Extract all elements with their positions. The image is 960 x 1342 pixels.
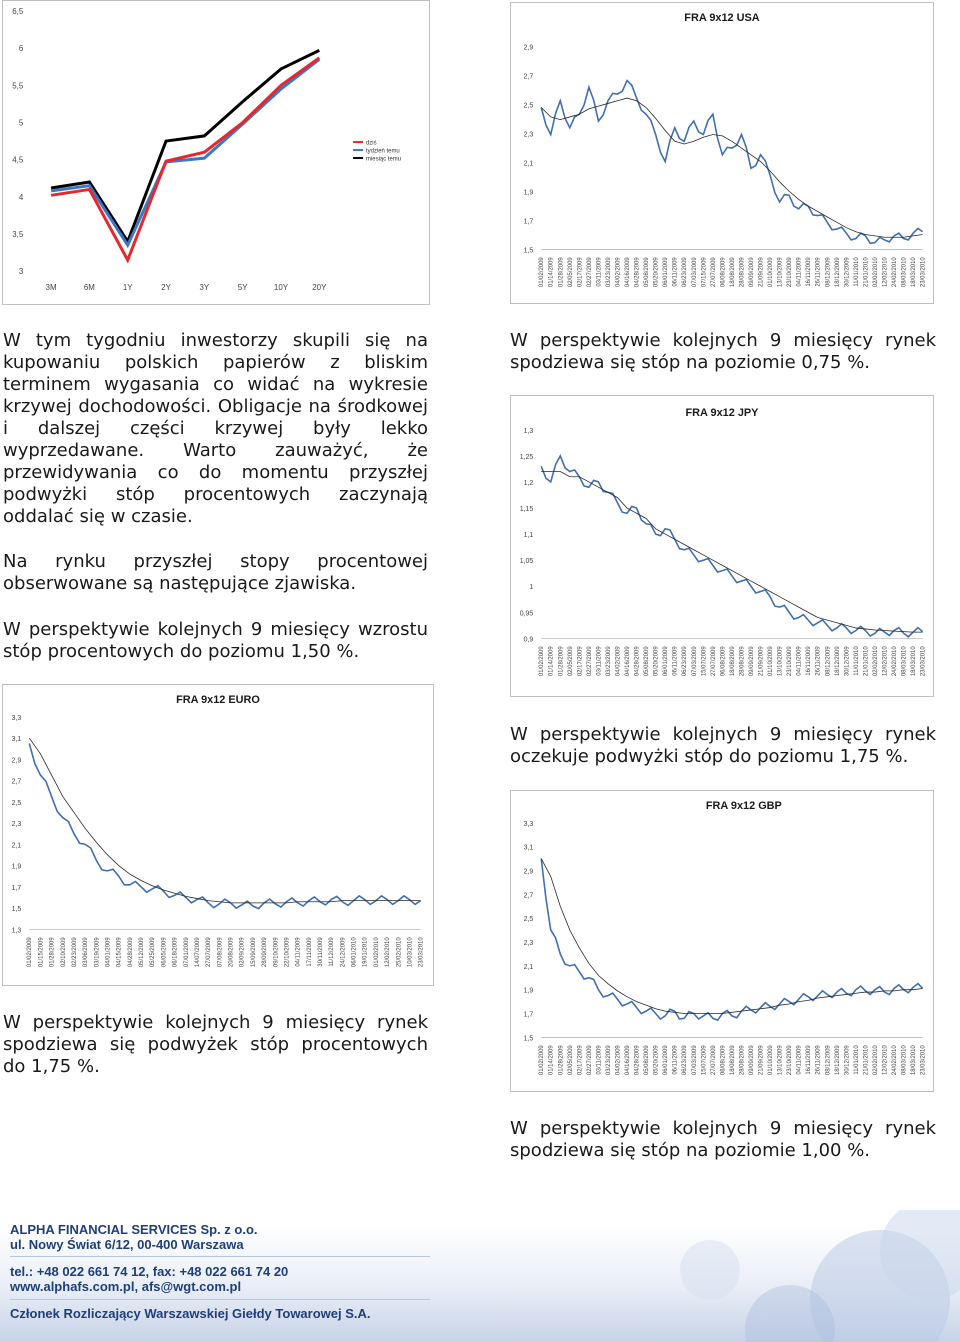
y-tick-label: 1,5: [523, 247, 534, 255]
x-tick-label: 07/03/2009: [691, 646, 698, 677]
x-tick-label: 03/11/2009: [596, 646, 603, 676]
x-tick-label: 08/03/2010: [901, 1045, 908, 1076]
x-tick-label: 04/16/2009: [625, 1045, 632, 1076]
x-tick-label: 22/10/2009: [284, 937, 291, 968]
x-tick-label: 07/15/2009: [701, 257, 708, 288]
x-tick-label: 02/17/2009: [577, 257, 584, 288]
y-tick-label: 1,9: [523, 189, 534, 197]
x-tick-label: 01/10/2009: [768, 646, 775, 677]
x-tick-label: 08/12/2009: [825, 646, 832, 677]
x-tick-label: 28/08/2009: [739, 1045, 746, 1076]
x-tick-label: 09/09/2009: [748, 257, 755, 288]
x-tick-label: 18/08/2009: [729, 646, 736, 677]
x-tick-label: 18/12/2009: [834, 1045, 841, 1076]
x-tick-label: 11/12/2009: [329, 937, 336, 967]
x-tick-label: 06/23/2009: [682, 1045, 689, 1076]
x-tick-label: 16/11/2009: [806, 646, 813, 676]
x-tick-label: 06/11/2009: [672, 1045, 679, 1075]
fra-trend-line: [29, 738, 420, 903]
x-tick-label: 04/28/2009: [634, 1045, 641, 1076]
y-tick-label: 6: [18, 44, 24, 54]
x-tick-label: 01/02/2010: [373, 937, 380, 968]
x-tick-label: 28/09/2009: [262, 937, 269, 968]
x-tick-label: 01/10/2009: [768, 1045, 775, 1076]
x-tick-label: 12/02/2010: [882, 646, 889, 677]
fra-euro-svg: [3, 685, 433, 985]
x-tick-label: 01/28/2009: [558, 646, 565, 677]
y-tick-label: 3,1: [11, 736, 22, 744]
x-tick-label: 10/03/2010: [407, 937, 414, 968]
y-tick-label: 3,1: [523, 844, 534, 852]
fra-rate-line: [541, 859, 922, 1021]
y-tick-label: 3,5: [12, 230, 24, 240]
x-tick-label: 03/23/2009: [605, 1045, 612, 1076]
y-tick-label: 2,9: [523, 44, 534, 52]
usa-forecast-paragraph: W perspektywie kolejnych 9 miesięcy rynek spodziewa się stóp na poziomie 0,75 %.: [510, 330, 936, 373]
x-tick-label: 03/19/2009: [94, 937, 101, 968]
y-tick-label: 2,7: [523, 73, 534, 81]
y-tick-label: 2,5: [523, 916, 534, 924]
x-tick-label: 18/12/2009: [834, 646, 841, 677]
x-tick-label: 04/28/2009: [127, 937, 134, 968]
x-tick-label: 02/23/2009: [71, 937, 78, 968]
y-tick-label: 2,3: [523, 939, 534, 947]
footer-membership: Członek Rozliczający Warszawskiej Giełdy Towarowej S.A.: [10, 1306, 371, 1321]
x-tick-label: 27/07/2009: [710, 257, 717, 288]
x-tick-label: 07/01/2009: [183, 937, 190, 968]
x-tick-label: 18/08/2009: [729, 257, 736, 288]
x-tick-label: 13/10/2009: [777, 257, 784, 288]
x-tick-label: 01/02/2009: [27, 937, 34, 968]
x-tick-label: 24/02/2010: [892, 1045, 899, 1076]
footer-phone: tel.: +48 022 661 74 12, fax: +48 022 661 74 20: [10, 1264, 289, 1279]
x-tick-label: 06/18/2009: [172, 937, 179, 968]
y-tick-label: 1,25: [519, 453, 534, 461]
x-tick-label: 04/28/2009: [634, 646, 641, 677]
x-tick-label: 30/12/2009: [844, 1045, 851, 1076]
x-tick-label: 01/14/2009: [548, 1045, 555, 1076]
x-tick-label: 30/12/2009: [844, 257, 851, 288]
y-tick-label: 2,7: [11, 778, 22, 786]
x-tick-label: 01/28/2009: [558, 1045, 565, 1076]
x-tick-label: 08/12/2009: [825, 257, 832, 288]
x-tick-label: 11/01/2010: [853, 646, 860, 676]
x-tick-label: 24/02/2010: [892, 257, 899, 288]
y-tick-label: 2,3: [11, 821, 22, 829]
legend-label: tydzień temu: [366, 148, 400, 155]
fra-jpy-svg: [511, 396, 933, 696]
x-tick-label: 04/11/2009: [796, 646, 803, 676]
x-tick-label: 25/02/2010: [396, 937, 403, 968]
x-tick-label: 23/10/2009: [787, 1045, 794, 1076]
x-tick-label: 03/23/2009: [605, 646, 612, 677]
x-tick-label: 12/02/2010: [882, 1045, 889, 1076]
footer: [0, 1210, 960, 1342]
x-tick-label: 18/03/2010: [911, 1045, 918, 1076]
x-tick-label: 23/03/2010: [920, 257, 927, 288]
x-tick-label: 17/11/2009: [306, 937, 313, 967]
y-tick-label: 1,5: [11, 906, 22, 914]
x-tick-label: 13/10/2009: [777, 646, 784, 677]
chart-title: FRA 9x12 USA: [684, 11, 760, 24]
x-tick-label: 08/12/2009: [825, 1045, 832, 1076]
x-tick-label: 26/11/2009: [815, 1045, 822, 1075]
y-tick-label: 0,95: [519, 610, 534, 618]
x-tick-label: 10Y: [273, 283, 289, 293]
x-tick-label: 04/02/2009: [615, 1045, 622, 1076]
x-tick-label: 04/28/2009: [634, 257, 641, 288]
x-tick-label: 16/11/2009: [806, 1045, 813, 1075]
euro-forecast-paragraph: W perspektywie kolejnych 9 miesięcy rynek spodziewa się podwyżek stóp procentowych do 1,75 %.: [3, 1012, 428, 1077]
x-tick-label: 06/08/2009: [720, 1045, 727, 1076]
x-tick-label: 02/27/2009: [586, 257, 593, 288]
x-tick-label: 05/20/2009: [653, 646, 660, 677]
x-tick-label: 06/01/2009: [663, 1045, 670, 1076]
x-tick-label: 02/17/2009: [577, 646, 584, 677]
x-tick-label: 01/10/2009: [768, 257, 775, 288]
y-tick-label: 1,3: [11, 927, 22, 935]
fra-usa-chart: [510, 2, 934, 304]
x-tick-label: 08/03/2010: [901, 646, 908, 677]
y-tick-label: 1,5: [523, 1035, 534, 1043]
x-tick-label: 05/20/2009: [653, 257, 660, 288]
x-tick-label: 18/12/2009: [834, 257, 841, 288]
y-tick-label: 4: [18, 192, 24, 202]
x-tick-label: 06/01/2009: [663, 646, 670, 677]
y-tick-label: 5: [18, 118, 24, 128]
footer-web: www.alphafs.com.pl, afs@wgt.com.pl: [10, 1279, 242, 1294]
x-tick-label: 23/03/2010: [920, 646, 927, 677]
x-tick-label: 09/10/2009: [273, 937, 280, 968]
x-tick-label: 3M: [45, 283, 57, 293]
y-tick-label: 2,3: [523, 131, 534, 139]
x-tick-label: 04/02/2009: [615, 646, 622, 677]
x-tick-label: 14/07/2009: [194, 937, 201, 968]
x-tick-label: 27/07/2009: [206, 937, 213, 968]
x-tick-label: 04/11/2009: [295, 937, 302, 967]
x-tick-label: 30/12/2009: [844, 646, 851, 677]
x-tick-label: 05/20/2009: [653, 1045, 660, 1076]
y-tick-label: 1,1: [523, 532, 534, 540]
x-tick-label: 07/03/2009: [691, 1045, 698, 1076]
fra-rate-line: [29, 743, 420, 908]
fra-euro-chart: [2, 684, 434, 986]
y-tick-label: 1,2: [523, 479, 534, 487]
x-tick-label: 23/03/2010: [418, 937, 425, 968]
y-tick-label: 2,1: [11, 842, 22, 850]
chart-title: FRA 9x12 EURO: [176, 693, 260, 706]
yield-curve-svg: [3, 1, 429, 304]
x-tick-label: 06/05/2009: [161, 937, 168, 968]
legend-label: dziś: [366, 140, 377, 147]
x-tick-label: 19/01/2010: [362, 937, 369, 968]
x-tick-label: 21/01/2010: [863, 257, 870, 288]
y-tick-label: 4,5: [12, 155, 24, 165]
jpy-forecast-paragraph: W perspektywie kolejnych 9 miesięcy rynek oczekuje podwyżki stóp do poziomu 1,75 %.: [510, 724, 936, 767]
x-tick-label: 05/08/2009: [644, 257, 651, 288]
x-tick-label: 26/11/2009: [815, 257, 822, 287]
y-tick-label: 2,5: [523, 102, 534, 110]
footer-company: ALPHA FINANCIAL SERVICES Sp. z o.o.: [10, 1222, 258, 1237]
x-tick-label: 06/01/2010: [351, 937, 358, 968]
chart-title: FRA 9x12 GBP: [705, 799, 782, 812]
x-tick-label: 27/07/2009: [710, 1045, 717, 1076]
x-tick-label: 15/07/2009: [701, 1045, 708, 1076]
pln-forecast-paragraph: W perspektywie kolejnych 9 miesięcy wzrostu stóp procentowych do poziomu 1,50 %.: [3, 619, 428, 662]
x-tick-label: 21/09/2009: [758, 1045, 765, 1076]
yield-curve-chart: [2, 0, 430, 305]
y-tick-label: 1: [529, 584, 534, 592]
x-tick-label: 16/11/2009: [806, 257, 813, 287]
gbp-forecast-paragraph: W perspektywie kolejnych 9 miesięcy rynek spodziewa się stóp na poziomie 1,00 %.: [510, 1118, 936, 1161]
footer-divider: [10, 1256, 430, 1257]
x-tick-label: 21/09/2009: [758, 646, 765, 677]
x-tick-label: 23/10/2009: [787, 646, 794, 677]
x-tick-label: 07/08/2009: [217, 937, 224, 968]
fra-jpy-chart: [510, 395, 934, 697]
y-tick-label: 1,7: [11, 884, 22, 892]
intro-paragraph: W tym tygodniu inwestorzy skupili się na kupowaniu polskich papierów z bliskim terminem wygasania co widać na wykresie krzywej dochodowości. Obligacje na środkowej i dalszej części krzywej były lekko wyprzedawane. Warto zauważyć, że przewidywania co do momentu przyszłej podwyżki stóp procentowych zaczynają oddalać się w czasie.: [3, 330, 428, 527]
x-tick-label: 01/28/2009: [558, 257, 565, 288]
x-tick-label: 30/11/2009: [317, 937, 324, 967]
y-tick-label: 3: [18, 267, 24, 277]
x-tick-label: 2Y: [161, 283, 171, 293]
x-tick-label: 05/08/2009: [644, 1045, 651, 1076]
x-tick-label: 04/15/2009: [116, 937, 123, 968]
fra-trend-line: [541, 471, 922, 632]
x-tick-label: 06/23/2009: [682, 257, 689, 288]
x-tick-label: 02/05/2009: [567, 646, 574, 677]
x-tick-label: 03/23/2009: [605, 257, 612, 288]
x-tick-label: 06/11/2009: [672, 257, 679, 287]
x-tick-label: 15/09/2009: [250, 937, 257, 968]
y-tick-label: 1,7: [523, 1011, 534, 1019]
series-line-2: [51, 50, 319, 241]
x-tick-label: 01/14/2009: [548, 257, 555, 288]
legend-label: miesiąc temu: [366, 156, 402, 163]
x-tick-label: 18/08/2009: [729, 1045, 736, 1076]
x-tick-label: 05/12/2009: [139, 937, 146, 968]
x-tick-label: 02/27/2009: [586, 646, 593, 677]
x-tick-label: 04/01/2009: [105, 937, 112, 968]
y-tick-label: 5,5: [12, 81, 24, 91]
footer-decoration: [460, 1210, 960, 1342]
y-tick-label: 1,3: [523, 427, 534, 435]
x-tick-label: 08/03/2010: [901, 257, 908, 288]
x-tick-label: 03/06/2009: [83, 937, 90, 968]
x-tick-label: 01/02/2009: [539, 1045, 546, 1076]
x-tick-label: 02/05/2009: [567, 257, 574, 288]
x-tick-label: 11/01/2010: [853, 1045, 860, 1075]
x-tick-label: 12/02/2010: [385, 937, 392, 968]
x-tick-label: 02/17/2009: [577, 1045, 584, 1076]
x-tick-label: 01/15/2009: [38, 937, 45, 968]
x-tick-label: 05/08/2009: [644, 646, 651, 677]
x-tick-label: 21/01/2010: [863, 646, 870, 677]
fra-gbp-chart: [510, 790, 934, 1092]
fra-rate-line: [541, 456, 922, 637]
x-tick-label: 06/23/2009: [682, 646, 689, 677]
y-tick-label: 1,05: [519, 558, 534, 566]
x-tick-label: 27/07/2009: [710, 646, 717, 677]
x-tick-label: 28/08/2009: [739, 257, 746, 288]
x-tick-label: 06/08/2009: [720, 646, 727, 677]
x-tick-label: 12/02/2010: [882, 257, 889, 288]
y-tick-label: 1,9: [11, 863, 22, 871]
x-tick-label: 18/03/2010: [911, 257, 918, 288]
x-tick-label: 02/02/2010: [872, 646, 879, 677]
x-tick-label: 26/11/2009: [815, 646, 822, 676]
y-tick-label: 2,5: [11, 799, 22, 807]
x-tick-label: 09/09/2009: [748, 646, 755, 677]
x-tick-label: 06/11/2009: [672, 646, 679, 676]
x-tick-label: 23/10/2009: [787, 257, 794, 288]
x-tick-label: 01/02/2009: [539, 257, 546, 288]
y-tick-label: 1,9: [523, 987, 534, 995]
x-tick-label: 03/11/2009: [596, 1045, 603, 1075]
x-tick-label: 05/25/2009: [150, 937, 157, 968]
y-tick-label: 1,7: [523, 218, 534, 226]
x-tick-label: 04/11/2009: [796, 257, 803, 287]
x-tick-label: 15/07/2009: [701, 646, 708, 677]
x-tick-label: 07/03/2009: [691, 257, 698, 288]
y-tick-label: 2,7: [523, 892, 534, 900]
y-tick-label: 6,5: [12, 6, 24, 16]
x-tick-label: 20Y: [312, 283, 327, 293]
x-tick-label: 3Y: [199, 283, 210, 293]
x-tick-label: 02/05/2009: [567, 1045, 574, 1076]
x-tick-label: 18/03/2010: [911, 646, 918, 677]
x-tick-label: 24/02/2010: [892, 646, 899, 677]
x-tick-label: 11/01/2010: [853, 257, 860, 287]
x-tick-label: 1Y: [122, 283, 133, 293]
x-tick-label: 09/09/2009: [748, 1045, 755, 1076]
x-tick-label: 02/27/2009: [586, 1045, 593, 1076]
fra-rate-line: [541, 80, 922, 243]
x-tick-label: 21/01/2010: [863, 1045, 870, 1076]
x-tick-label: 21/09/2009: [758, 257, 765, 288]
y-tick-label: 2,1: [523, 963, 534, 971]
x-tick-label: 13/10/2009: [777, 1045, 784, 1076]
x-tick-label: 06/08/2009: [720, 257, 727, 288]
x-tick-label: 04/11/2009: [796, 1045, 803, 1075]
x-tick-label: 02/09/2009: [239, 937, 246, 968]
y-tick-label: 0,9: [523, 636, 534, 644]
x-tick-label: 01/14/2009: [548, 646, 555, 677]
x-tick-label: 06/01/2009: [663, 257, 670, 288]
x-tick-label: 01/02/2009: [539, 646, 546, 677]
x-tick-label: 6M: [83, 283, 95, 293]
y-tick-label: 2,9: [11, 757, 22, 765]
x-tick-label: 20/08/2009: [228, 937, 235, 968]
y-tick-label: 3,3: [523, 820, 534, 828]
x-tick-label: 02/02/2010: [872, 257, 879, 288]
footer-address: ul. Nowy Świat 6/12, 00-400 Warszawa: [10, 1237, 244, 1252]
chart-title: FRA 9x12 JPY: [685, 406, 759, 419]
footer-divider: [10, 1299, 430, 1300]
x-tick-label: 04/02/2009: [615, 257, 622, 288]
x-tick-label: 04/16/2009: [625, 257, 632, 288]
x-tick-label: 02/02/2010: [872, 1045, 879, 1076]
y-tick-label: 3,3: [11, 714, 22, 722]
y-tick-label: 2,1: [523, 160, 534, 168]
x-tick-label: 03/11/2009: [596, 257, 603, 287]
fra-usa-svg: [511, 3, 933, 303]
market-observations-paragraph: Na rynku przyszłej stopy procentowej obserwowane są następujące zjawiska.: [3, 551, 428, 594]
x-tick-label: 24/12/2009: [340, 937, 347, 968]
x-tick-label: 5Y: [237, 283, 248, 293]
x-tick-label: 02/10/2009: [60, 937, 67, 968]
y-tick-label: 2,9: [523, 868, 534, 876]
y-tick-label: 1,15: [519, 505, 534, 513]
x-tick-label: 28/08/2009: [739, 646, 746, 677]
fra-gbp-svg: [511, 791, 933, 1091]
x-tick-label: 04/16/2009: [625, 646, 632, 677]
x-tick-label: 01/28/2009: [49, 937, 56, 968]
x-tick-label: 23/03/2010: [920, 1045, 927, 1076]
